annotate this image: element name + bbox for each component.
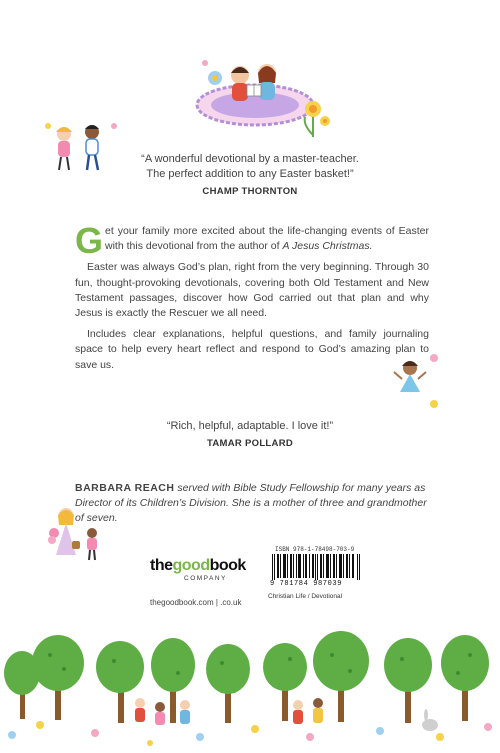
quote-2-attribution: TAMAR POLLARD [206,438,294,449]
book-title-reference: A Jesus Christmas. [282,240,373,253]
trees-and-children-illustration [0,625,500,753]
quote-2-line-1: “Rich, helpful, adaptable. I love it!” [166,420,334,432]
logo-good: good [172,557,210,574]
daffodil-icon [295,95,335,140]
isbn-label: ISBN 978-1-78498-703-9 [275,546,355,553]
description-paragraph-2: Easter was always God’s plan, right from the very beginning. Through 30 fun, thought-provoking devotionals, covering both Old Testament and New Testament passages, discover how God carried out that plan and why Jesus is exactly the Rescuer we all need. [75,261,429,320]
publisher-logo [150,557,246,575]
drop-cap: G [75,220,104,261]
logo-the: the [150,557,173,574]
description-paragraph-3: Includes clear explanations, helpful questions, and family journaling space to help every heart reflect and respond to God’s amazing plan to save us. [75,328,429,371]
endorsement-quote-2 [0,419,500,451]
quote-1-line-2: The perfect addition to any Easter basket!” [146,168,354,180]
barcode [272,554,360,580]
quote-1-line-1: “A wonderful devotional by a master-teacher. [141,153,359,165]
logo-book: book [209,557,246,574]
book-description [75,220,429,379]
tree-row [4,631,489,723]
author-bio [75,481,430,526]
description-paragraph-1 [75,220,429,261]
endorsement-quote-1 [0,152,500,199]
book-category: Christian Life / Devotional [268,593,343,600]
mother-child-illustration [44,505,109,565]
flower-row [8,721,492,746]
publisher-url: thegoodbook.com | .co.uk [150,598,242,607]
author-bio-text: served with Bible Study Fellowship for many years as Director of its Children’s Division. She is a mother of three and grandmother of seven. [75,482,427,524]
author-name: BARBARA REACH [75,482,175,494]
paragraph-1-text: et your family more excited about the life-changing events of Easter with this devotional from the author of [105,225,429,253]
publisher-company: COMPANY [184,575,227,582]
child-waving-illustration [388,352,443,412]
flower-icon [205,68,225,88]
barcode-number: 9 781784 987039 [270,580,343,588]
quote-1-attribution: CHAMP THORNTON [202,186,298,197]
